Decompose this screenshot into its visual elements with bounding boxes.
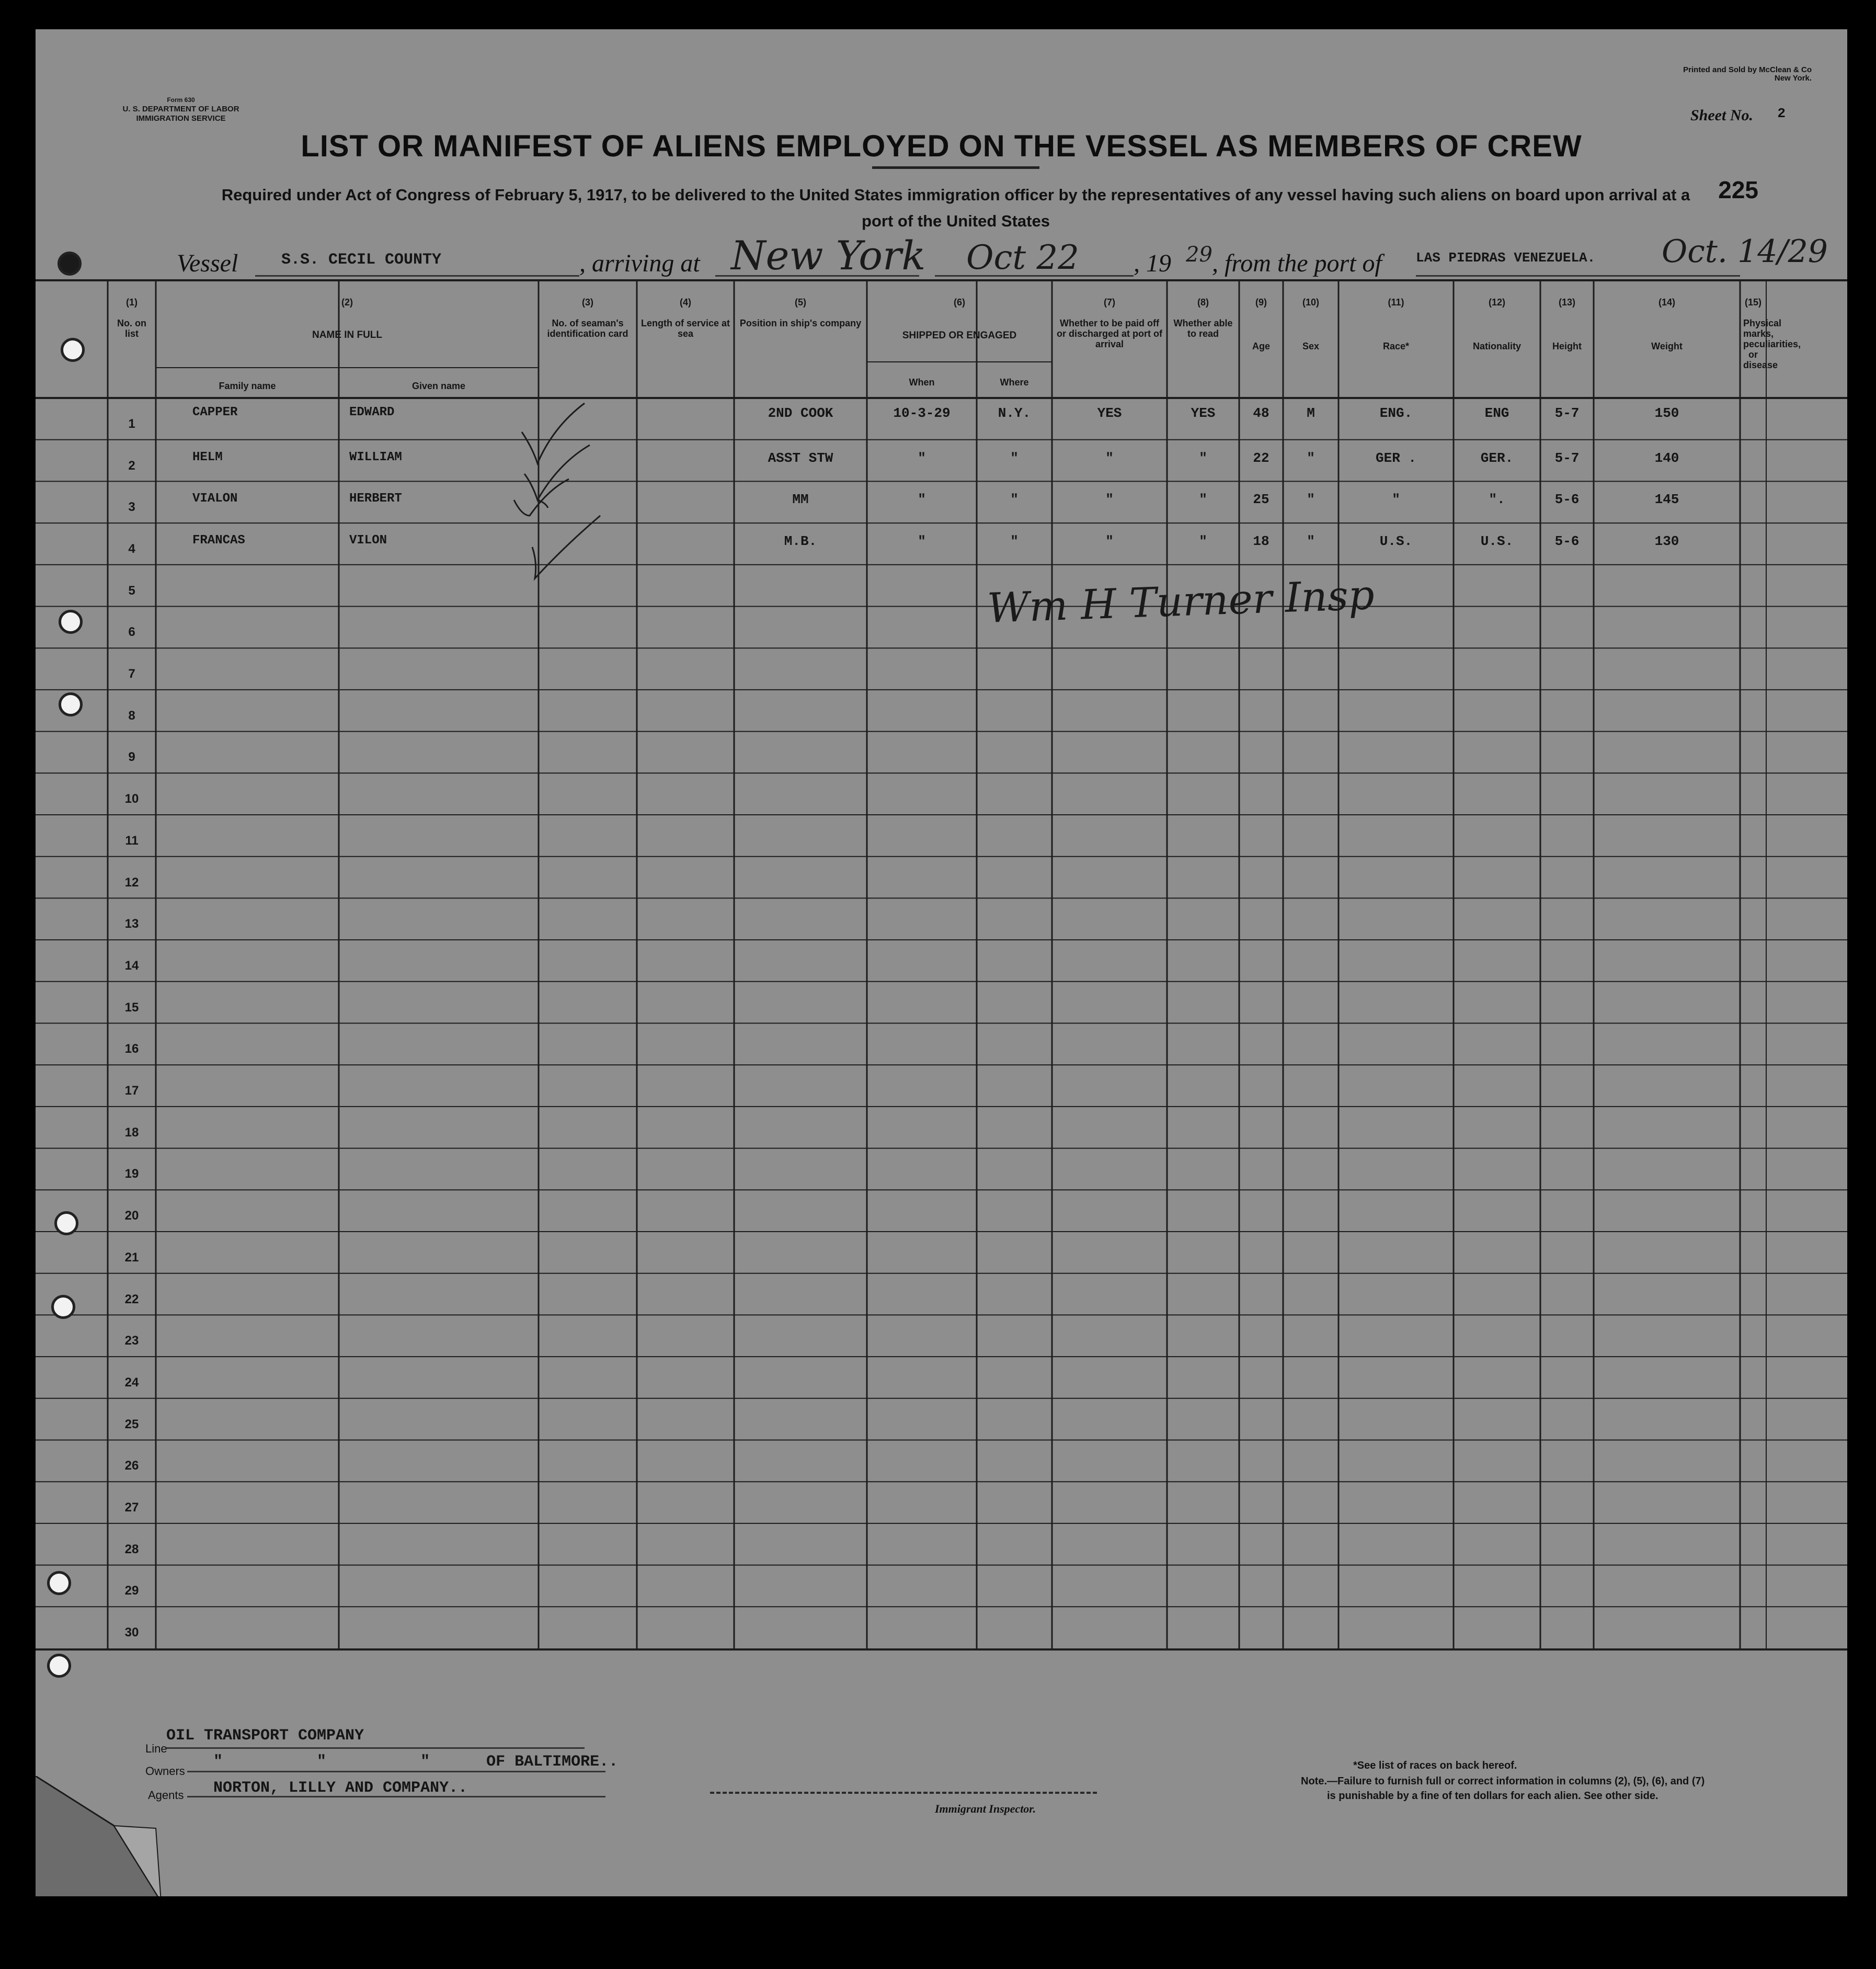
inspector-label: Immigrant Inspector. bbox=[935, 1802, 1036, 1815]
year-value: 29 bbox=[1186, 243, 1212, 267]
cell-height: 5-6 bbox=[1554, 492, 1580, 508]
cell-family: VIALON bbox=[192, 492, 238, 506]
row-number: 7 bbox=[128, 667, 135, 681]
col-15-number: (15) bbox=[1744, 297, 1761, 308]
col-6-when-label: When bbox=[909, 377, 935, 388]
col-8-number: (8) bbox=[1197, 297, 1209, 308]
row-number: 17 bbox=[124, 1084, 139, 1098]
row-number: 10 bbox=[124, 792, 139, 806]
col-6-number: (6) bbox=[954, 297, 965, 308]
cell-when: " bbox=[918, 533, 926, 550]
row-number: 6 bbox=[128, 625, 135, 640]
line-value: OIL TRANSPORT COMPANY bbox=[166, 1727, 364, 1745]
departure-date: Oct. 14/29 bbox=[1662, 233, 1828, 270]
punch-hole bbox=[58, 252, 82, 276]
row-number: 27 bbox=[124, 1500, 139, 1515]
row-number: 15 bbox=[124, 1000, 139, 1015]
col-3-number: (3) bbox=[582, 297, 593, 308]
col-15-label: Physical marks, peculiarities, or disease bbox=[1743, 318, 1801, 370]
col-13-number: (13) bbox=[1558, 297, 1575, 308]
fine-note-line-2: is punishable by a fine of ten dollars for each alien. See other side. bbox=[1327, 1790, 1658, 1802]
punch-hole bbox=[51, 1295, 75, 1319]
col-14-number: (14) bbox=[1658, 297, 1675, 308]
sheet-number: 2 bbox=[1777, 106, 1786, 121]
col-8-label: Whether able to read bbox=[1173, 318, 1233, 339]
row-number: 22 bbox=[124, 1292, 139, 1306]
cell-nationality: ENG bbox=[1484, 405, 1509, 421]
row-number: 21 bbox=[124, 1250, 139, 1265]
col-3-label: No. of seaman's identification card bbox=[547, 318, 628, 339]
line-label: Line bbox=[145, 1742, 167, 1755]
row-number: 11 bbox=[125, 833, 139, 848]
cell-sex: " bbox=[1307, 492, 1315, 508]
row-number: 18 bbox=[124, 1125, 139, 1140]
row-number: 30 bbox=[124, 1625, 139, 1640]
col-12-number: (12) bbox=[1488, 297, 1505, 308]
cell-where: " bbox=[1010, 533, 1019, 550]
cell-race: " bbox=[1392, 492, 1400, 508]
cell-paid-off: " bbox=[1105, 492, 1114, 508]
cell-paid-off: YES bbox=[1097, 405, 1122, 421]
punch-hole bbox=[47, 1654, 71, 1678]
cell-height: 5-7 bbox=[1554, 450, 1580, 466]
cell-read: YES bbox=[1191, 405, 1216, 421]
row-number: 13 bbox=[124, 917, 139, 931]
arriving-label: , arriving at bbox=[579, 249, 700, 277]
cell-age: 18 bbox=[1253, 533, 1269, 550]
page-title: LIST OR MANIFEST OF ALIENS EMPLOYED ON THE VESSEL AS MEMBERS OF CREW bbox=[301, 129, 1582, 163]
row-number: 14 bbox=[124, 958, 139, 973]
printer-name: Printed and Sold by McClean & Co bbox=[1683, 65, 1812, 74]
punch-hole bbox=[61, 338, 85, 362]
cell-when: " bbox=[918, 492, 926, 508]
agents-underline bbox=[187, 1796, 605, 1797]
row-number: 1 bbox=[128, 416, 135, 431]
cell-weight: 145 bbox=[1654, 492, 1679, 508]
row-number: 26 bbox=[124, 1459, 139, 1473]
cell-height: 5-6 bbox=[1554, 533, 1580, 550]
cell-weight: 140 bbox=[1654, 450, 1679, 466]
col-5-number: (5) bbox=[795, 297, 806, 308]
printer-city: New York. bbox=[1774, 74, 1812, 83]
arriving-port: New York bbox=[731, 232, 926, 279]
cell-paid-off: " bbox=[1105, 533, 1114, 550]
cell-where: " bbox=[1010, 450, 1019, 466]
row-number: 20 bbox=[124, 1209, 139, 1223]
cell-position: ASST STW bbox=[768, 450, 833, 466]
row-number: 25 bbox=[124, 1417, 139, 1431]
cell-paid-off: " bbox=[1105, 450, 1114, 466]
row-number: 24 bbox=[124, 1375, 139, 1390]
row-number: 29 bbox=[124, 1584, 139, 1598]
folded-corner bbox=[36, 1776, 171, 1896]
col-4-label: Length of service at sea bbox=[640, 318, 730, 339]
line-underline bbox=[166, 1747, 585, 1749]
cell-given: WILLIAM bbox=[349, 450, 402, 464]
agents-label: Agents bbox=[148, 1789, 184, 1802]
col-2-given-label: Given name bbox=[411, 381, 466, 391]
fine-note-line-1: Note.—Failure to furnish full or correct information in columns (2), (5), (6), and (7) bbox=[1301, 1775, 1705, 1787]
form-number: Form 630 bbox=[167, 96, 195, 104]
col-11-number: (11) bbox=[1388, 297, 1404, 308]
cell-race: GER . bbox=[1375, 450, 1416, 466]
cell-where: " bbox=[1010, 492, 1019, 508]
cell-given: EDWARD bbox=[349, 405, 395, 419]
col-10-number: (10) bbox=[1302, 297, 1319, 308]
col-7-label: Whether to be paid off or discharged at port of arrival bbox=[1056, 318, 1163, 349]
from-port: LAS PIEDRAS VENEZUELA. bbox=[1416, 250, 1596, 266]
cell-given: VILON bbox=[349, 533, 387, 548]
owners-underline bbox=[187, 1771, 605, 1772]
check-mark bbox=[514, 479, 569, 516]
col-4-number: (4) bbox=[680, 297, 691, 308]
punch-hole bbox=[54, 1211, 78, 1235]
cell-weight: 150 bbox=[1654, 405, 1679, 421]
col-10-label: Sex bbox=[1302, 341, 1320, 351]
stamp-number: 225 bbox=[1718, 176, 1758, 203]
row-number: 12 bbox=[124, 875, 139, 890]
col-6-label: SHIPPED OR ENGAGED bbox=[902, 330, 1017, 341]
col-5-label: Position in ship's company bbox=[739, 318, 862, 328]
row-number: 28 bbox=[124, 1542, 139, 1556]
cell-race: U.S. bbox=[1379, 533, 1413, 550]
row-number: 8 bbox=[128, 708, 135, 723]
year-prefix: , 19 bbox=[1134, 249, 1171, 277]
from-label: , from the port of bbox=[1212, 249, 1382, 277]
col-6-where-label: Where bbox=[1000, 377, 1029, 388]
cell-sex: " bbox=[1307, 533, 1315, 550]
arrival-date: Oct 22 bbox=[966, 238, 1079, 277]
inspector-signature: Wm H Turner Insp bbox=[986, 572, 1376, 632]
cell-age: 25 bbox=[1253, 492, 1269, 508]
col-1-label: No. on list bbox=[117, 318, 146, 339]
service-name: IMMIGRATION SERVICE bbox=[136, 114, 226, 123]
col-12-label: Nationality bbox=[1472, 341, 1521, 351]
cell-age: 22 bbox=[1253, 450, 1269, 466]
vessel-label: Vessel bbox=[177, 249, 238, 277]
check-mark bbox=[532, 516, 600, 578]
cell-age: 48 bbox=[1253, 405, 1269, 421]
col-13-label: Height bbox=[1552, 341, 1582, 351]
row-number: 5 bbox=[128, 583, 135, 598]
cell-given: HERBERT bbox=[349, 492, 402, 506]
cell-sex: " bbox=[1307, 450, 1315, 466]
owners-label: Owners bbox=[145, 1765, 185, 1778]
col-14-label: Weight bbox=[1651, 341, 1683, 351]
cell-when: 10-3-29 bbox=[893, 405, 951, 421]
department-name: U. S. DEPARTMENT OF LABOR bbox=[122, 105, 239, 113]
row-number: 23 bbox=[124, 1334, 139, 1348]
requirement-line-2: port of the United States bbox=[862, 212, 1050, 230]
manifest-sheet bbox=[36, 29, 1847, 1896]
races-note: *See list of races on back hereof. bbox=[1353, 1760, 1517, 1771]
cell-nationality: GER. bbox=[1480, 450, 1514, 466]
cell-race: ENG. bbox=[1379, 405, 1413, 421]
cell-when: " bbox=[918, 450, 926, 466]
col-11-label: Race* bbox=[1382, 341, 1410, 351]
punch-hole bbox=[47, 1571, 71, 1595]
col-2-label: NAME IN FULL bbox=[312, 329, 383, 340]
row-number: 4 bbox=[128, 541, 135, 556]
cell-position: 2ND COOK bbox=[768, 405, 833, 421]
col-7-number: (7) bbox=[1104, 297, 1115, 308]
col-2-family-label: Family name bbox=[219, 381, 276, 391]
row-number: 16 bbox=[124, 1042, 139, 1056]
row-number: 3 bbox=[128, 500, 135, 515]
col-9-number: (9) bbox=[1255, 297, 1267, 308]
cell-weight: 130 bbox=[1654, 533, 1679, 550]
cell-position: M.B. bbox=[784, 533, 817, 550]
row-number: 2 bbox=[128, 458, 135, 473]
col-9-label: Age bbox=[1252, 341, 1270, 351]
row-number: 19 bbox=[124, 1167, 139, 1181]
punch-hole bbox=[59, 692, 83, 716]
cell-read: " bbox=[1199, 450, 1207, 466]
cell-read: " bbox=[1199, 533, 1207, 550]
agents-value: NORTON, LILLY AND COMPANY.. bbox=[213, 1779, 468, 1797]
check-marks bbox=[36, 29, 1847, 1896]
cell-height: 5-7 bbox=[1554, 405, 1580, 421]
requirement-line-1: Required under Act of Congress of February 5, 1917, to be delivered to the United States immigration officer by the representatives of any vessel having such aliens on board upon arrival at a bbox=[221, 186, 1690, 204]
cell-where: N.Y. bbox=[998, 405, 1031, 421]
cell-family: CAPPER bbox=[192, 405, 238, 419]
inspector-signature-line bbox=[710, 1792, 1097, 1794]
cell-sex: M bbox=[1307, 405, 1315, 421]
sheet-label: Sheet No. bbox=[1690, 107, 1753, 124]
owners-value: " " " OF BALTIMORE.. bbox=[213, 1753, 619, 1771]
cell-family: FRANCAS bbox=[192, 533, 245, 548]
vessel-name: S.S. CECIL COUNTY bbox=[281, 251, 442, 269]
cell-read: " bbox=[1199, 492, 1207, 508]
cell-nationality: U.S. bbox=[1480, 533, 1514, 550]
punch-hole bbox=[59, 610, 83, 634]
cell-family: HELM bbox=[192, 450, 223, 464]
col-2-number: (2) bbox=[341, 297, 353, 308]
cell-position: MM bbox=[792, 492, 809, 508]
col-1-number: (1) bbox=[126, 297, 138, 308]
row-number: 9 bbox=[128, 750, 135, 765]
cell-nationality: ". bbox=[1489, 492, 1505, 508]
